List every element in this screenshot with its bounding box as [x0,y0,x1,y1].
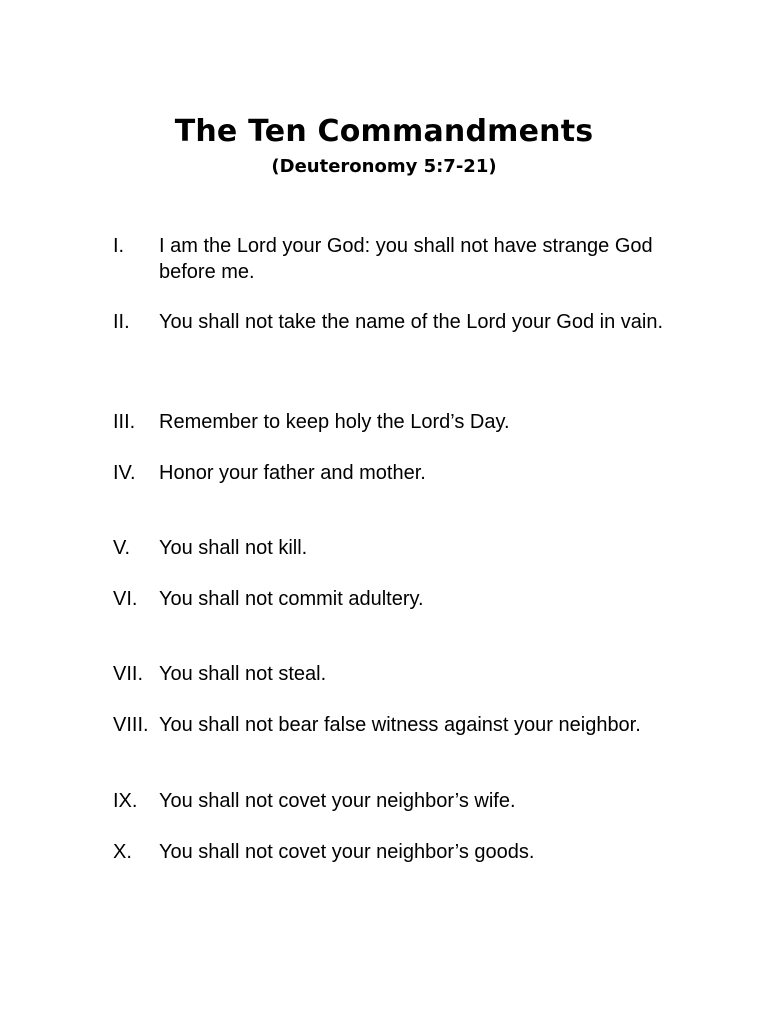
item-numeral: VI. [113,588,138,610]
item-text: You shall not covet your neighbor’s wife. [159,790,516,812]
item-numeral: X. [113,841,132,863]
item-numeral: V. [113,537,131,559]
item-text: You shall not bear false witness against your neighbor. [159,714,641,736]
item-numeral: VII. [113,663,144,685]
item-text: You shall not take the name of the Lord your God in vain. [159,311,664,333]
item-text: Honor your father and mother. [159,462,426,484]
page-title: The Ten Commandments [174,114,594,149]
item-numeral: II. [113,311,130,333]
item-numeral: IV. [113,462,136,484]
page-subtitle: (Deuteronomy 5:7-21) [271,156,497,177]
item-text: Remember to keep holy the Lord’s Day. [159,411,510,433]
item-text: I am the Lord your God: you shall not have strange God before me. [159,235,653,283]
item-text: You shall not commit adultery. [159,588,424,610]
item-numeral: III. [113,411,136,433]
item-numeral: I. [113,235,125,257]
item-numeral: IX. [113,790,138,812]
item-text: You shall not covet your neighbor’s goods. [159,841,535,863]
item-numeral: VIII. [113,714,149,736]
item-text: You shall not steal. [159,663,327,685]
item-text: You shall not kill. [159,537,308,559]
